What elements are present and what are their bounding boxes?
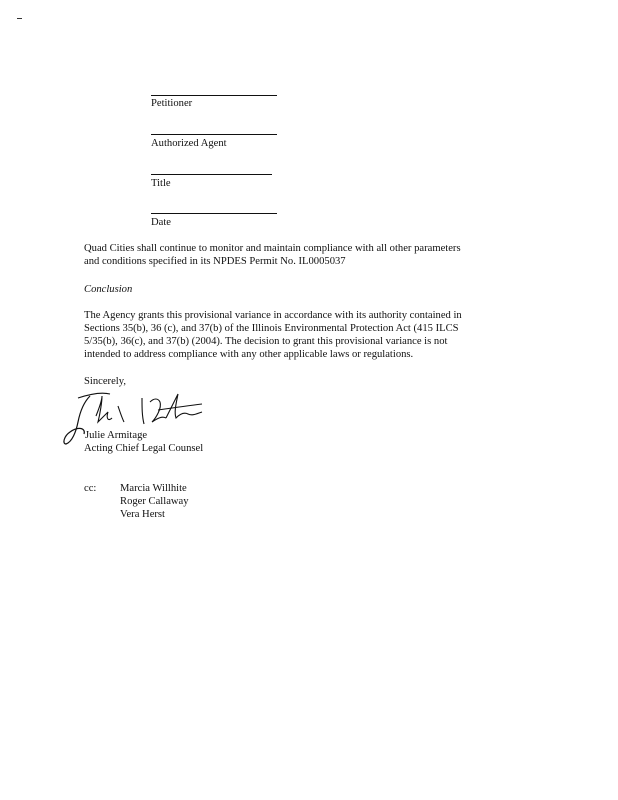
- title-label: Title: [151, 178, 171, 189]
- title-line: [151, 174, 272, 175]
- conclusion-heading: Conclusion: [84, 284, 133, 295]
- conclusion-line-1: The Agency grants this provisional variance in accordance with its authority contained in: [84, 310, 462, 321]
- compliance-line-2: and conditions specified in its NPDES Permit No. IL0005037: [84, 256, 346, 267]
- petitioner-line: [151, 95, 277, 96]
- authorized-agent-label: Authorized Agent: [151, 138, 227, 149]
- compliance-line-1: Quad Cities shall continue to monitor and maintain compliance with all other parameters: [84, 243, 461, 254]
- salutation: Sincerely,: [84, 376, 126, 387]
- date-line: [151, 213, 277, 214]
- conclusion-line-2: Sections 35(b), 36 (c), and 37(b) of the Illinois Environmental Protection Act (415 ILCS: [84, 323, 459, 334]
- authorized-agent-line: [151, 134, 277, 135]
- cc-recipient: Vera Herst: [120, 509, 166, 520]
- scan-mark: [17, 18, 22, 19]
- date-label: Date: [151, 217, 171, 228]
- cc-recipient: Roger Callaway: [120, 496, 189, 507]
- conclusion-line-4: intended to address compliance with any other applicable laws or regulations.: [84, 349, 414, 360]
- cc-label: cc:: [84, 483, 97, 494]
- conclusion-line-3: 5/35(b), 36(c), and 37(b) (2004). The decision to grant this provisional variance is not: [84, 336, 448, 347]
- signer-title: Acting Chief Legal Counsel: [84, 443, 204, 454]
- signer-name: Julie Armitage: [85, 430, 148, 441]
- petitioner-label: Petitioner: [151, 98, 193, 109]
- cc-recipient: Marcia Willhite: [120, 483, 187, 494]
